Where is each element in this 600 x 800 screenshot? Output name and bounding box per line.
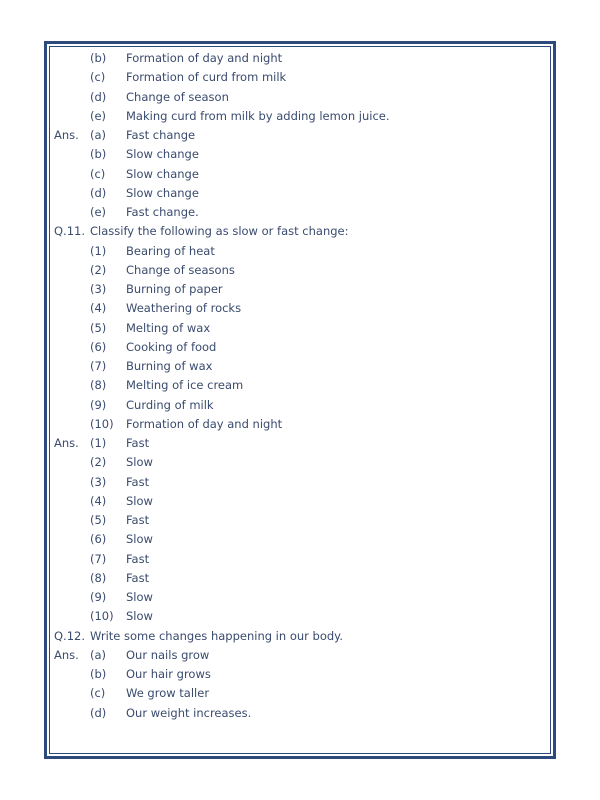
item-marker: (b) (90, 51, 107, 65)
question-number: Q.11. (54, 224, 85, 239)
item-marker: (b) (90, 667, 107, 681)
item-text: Slow change (126, 166, 199, 181)
item-marker: (6) (90, 532, 107, 547)
item-marker: (e) (90, 108, 107, 123)
item-text: We grow taller (126, 686, 210, 701)
item-text: Formation of day and night (126, 416, 283, 431)
item-text: Change of seasons (126, 262, 235, 277)
answer-label: Ans. (54, 436, 79, 450)
item-marker: (7) (90, 359, 107, 373)
item-marker: (a) (90, 128, 107, 142)
item-marker: (d) (90, 705, 107, 720)
question-number: Q.12. (54, 628, 85, 643)
item-marker: (c) (90, 166, 106, 181)
item-marker: (1) (90, 436, 107, 450)
item-text: Melting of ice cream (126, 378, 244, 393)
item-marker: (4) (90, 493, 107, 508)
question-text: Write some changes happening in our body. (90, 628, 343, 643)
item-text: Fast (126, 570, 150, 585)
item-text: Slow change (126, 185, 199, 200)
item-text: Slow change (126, 147, 199, 162)
item-text: Burning of paper (126, 282, 223, 296)
item-marker: (1) (90, 243, 107, 258)
answer-label: Ans. (54, 128, 79, 142)
item-text: Melting of wax (126, 320, 211, 335)
item-marker: (5) (90, 513, 107, 527)
item-text: Slow (126, 609, 153, 624)
item-marker: (d) (90, 89, 107, 104)
item-text: Cooking of food (126, 339, 217, 354)
item-text: Fast (126, 513, 150, 527)
item-marker: (2) (90, 262, 107, 277)
item-marker: (8) (90, 378, 107, 393)
item-marker: (9) (90, 397, 107, 412)
item-text: Weathering of rocks (126, 301, 242, 316)
item-text: Change of season (126, 89, 229, 104)
item-text: Fast change. (126, 205, 199, 219)
item-text: Fast (126, 474, 150, 489)
item-text: Fast change (126, 128, 196, 142)
item-marker: (4) (90, 301, 107, 316)
item-text: Burning of wax (126, 359, 213, 373)
item-text: Formation of curd from milk (126, 70, 287, 85)
item-marker: (9) (90, 590, 107, 604)
item-marker: (8) (90, 570, 107, 585)
item-marker: (b) (90, 147, 107, 162)
item-text: Formation of day and night (126, 51, 283, 65)
item-marker: (e) (90, 205, 107, 219)
item-marker: (a) (90, 647, 107, 662)
item-marker: (10) (90, 416, 114, 431)
item-text: Our hair grows (126, 667, 211, 681)
item-marker: (c) (90, 70, 106, 85)
item-text: Our nails grow (126, 647, 210, 662)
item-text: Slow (126, 590, 153, 604)
item-marker: (10) (90, 609, 114, 624)
item-marker: (3) (90, 474, 107, 489)
item-text: Fast (126, 551, 150, 566)
item-text: Curding of milk (126, 397, 214, 412)
item-marker: (2) (90, 455, 107, 470)
item-text: Our weight increases. (126, 705, 252, 720)
item-marker: (7) (90, 551, 107, 566)
item-text: Fast (126, 436, 150, 450)
item-marker: (6) (90, 339, 107, 354)
item-marker: (d) (90, 185, 107, 200)
item-text: Slow (126, 493, 153, 508)
answer-label: Ans. (54, 647, 79, 662)
item-text: Slow (126, 455, 153, 470)
question-text: Classify the following as slow or fast change: (90, 224, 349, 239)
item-marker: (c) (90, 686, 106, 701)
item-marker: (5) (90, 320, 107, 335)
item-text: Slow (126, 532, 153, 547)
item-marker: (3) (90, 282, 107, 296)
item-text: Making curd from milk by adding lemon juice. (126, 108, 390, 123)
item-text: Bearing of heat (126, 243, 215, 258)
